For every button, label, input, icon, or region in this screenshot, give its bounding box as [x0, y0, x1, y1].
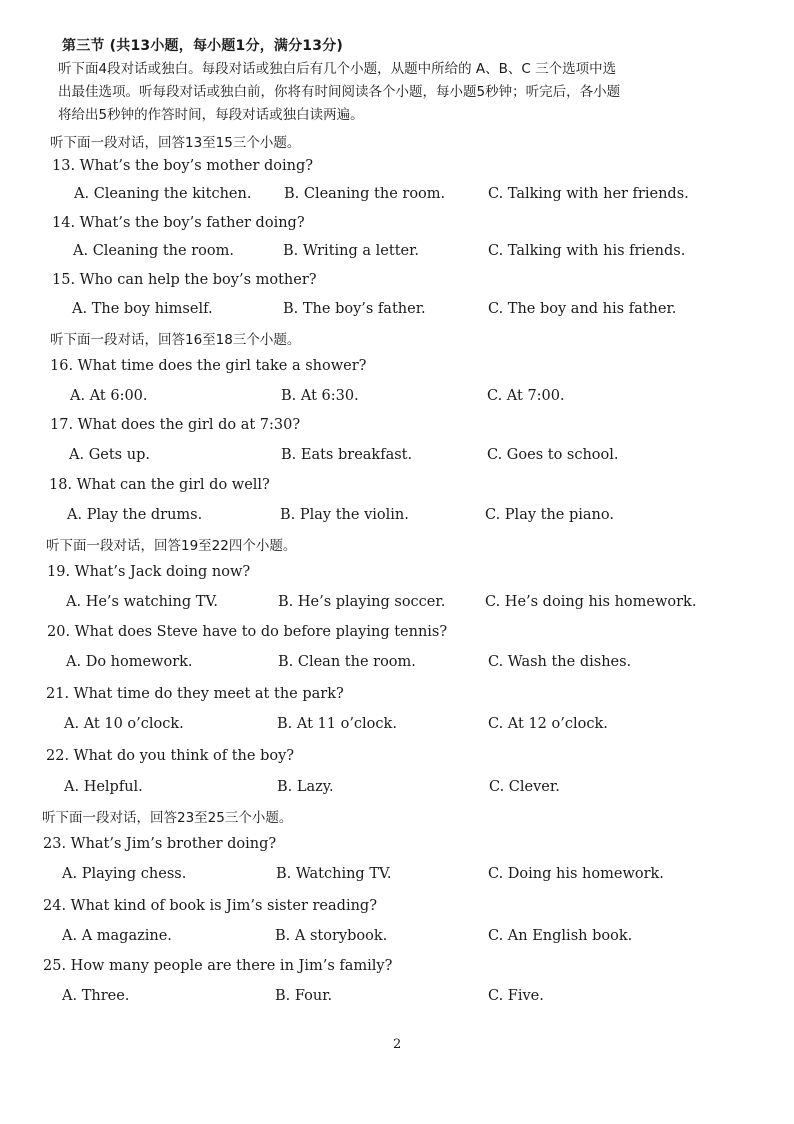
option-b: B. Eats breakfast. — [281, 447, 413, 463]
option-b: B. Clean the room. — [278, 654, 416, 670]
option-c: C. Five. — [488, 988, 544, 1004]
option-b: B. At 11 o’clock. — [277, 716, 397, 732]
option-c: C. Talking with his friends. — [488, 243, 686, 259]
option-c: C. Clever. — [489, 779, 560, 795]
question-text: 18. What can the girl do well? — [49, 477, 270, 493]
question-text: 24. What kind of book is Jim’s sister reading? — [43, 898, 377, 914]
option-b: B. Lazy. — [277, 779, 334, 795]
page-number: 2 — [393, 1037, 402, 1052]
question-text: 14. What’s the boy’s father doing? — [52, 215, 305, 231]
question-text: 20. What does Steve have to do before playing tennis? — [47, 624, 448, 640]
option-a: A. Playing chess. — [62, 866, 187, 882]
option-a: A. At 6:00. — [70, 388, 148, 404]
question-text: 22. What do you think of the boy? — [46, 748, 295, 764]
option-a: A. Three. — [62, 988, 130, 1004]
dialogue-intro: 听下面一段对话，回答16至18三个小题。 — [50, 332, 301, 348]
option-b: B. Watching TV. — [276, 866, 392, 882]
option-a: A. Helpful. — [64, 779, 143, 795]
instruction-line: 出最佳选项。听每段对话或独白前，你将有时间阅读各个小题，每小题5秒钟；听完后，各小题 — [58, 84, 621, 100]
dialogue-intro: 听下面一段对话，回答23至25三个小题。 — [42, 810, 293, 826]
option-a: A. The boy himself. — [72, 301, 213, 317]
question-text: 25. How many people are there in Jim’s family? — [43, 958, 393, 974]
option-c: C. Play the piano. — [485, 507, 614, 523]
question-text: 13. What’s the boy’s mother doing? — [52, 158, 314, 174]
question-text: 17. What does the girl do at 7:30? — [50, 417, 301, 433]
option-b: B. At 6:30. — [281, 388, 359, 404]
dialogue-intro: 听下面一段对话，回答19至22四个小题。 — [46, 538, 297, 554]
option-a: A. A magazine. — [62, 928, 172, 944]
option-c: C. The boy and his father. — [488, 301, 677, 317]
option-b: B. A storybook. — [275, 928, 388, 944]
instructions — [58, 58, 758, 127]
option-c: C. An English book. — [488, 928, 633, 944]
question-text: 23. What’s Jim’s brother doing? — [43, 836, 277, 852]
option-b: B. Four. — [275, 988, 333, 1004]
option-a: A. Do homework. — [66, 654, 193, 670]
option-c: C. At 7:00. — [487, 388, 565, 404]
option-b: B. Cleaning the room. — [284, 186, 446, 202]
dialogue-intro: 听下面一段对话，回答13至15三个小题。 — [50, 135, 301, 151]
option-c: C. Wash the dishes. — [488, 654, 632, 670]
option-a: A. At 10 o’clock. — [64, 716, 184, 732]
option-a: A. Play the drums. — [67, 507, 203, 523]
option-c: C. Talking with her friends. — [488, 186, 689, 202]
section-header: 第三节 (共13小题，每小题1分，满分13分) — [62, 38, 343, 54]
option-c: C. Doing his homework. — [488, 866, 664, 882]
option-b: B. The boy’s father. — [283, 301, 426, 317]
question-text: 21. What time do they meet at the park? — [46, 686, 344, 702]
option-a: A. Cleaning the room. — [73, 243, 234, 259]
option-a: A. He’s watching TV. — [66, 594, 219, 610]
option-b: B. Play the violin. — [280, 507, 409, 523]
question-text: 15. Who can help the boy’s mother? — [52, 272, 317, 288]
option-c: C. At 12 o’clock. — [488, 716, 608, 732]
question-text: 16. What time does the girl take a shower? — [50, 358, 367, 374]
instruction-line: 将给出5秒钟的作答时间，每段对话或独白读两遍。 — [58, 107, 364, 123]
option-a: A. Gets up. — [69, 447, 150, 463]
option-b: B. Writing a letter. — [283, 243, 420, 259]
option-b: B. He’s playing soccer. — [278, 594, 446, 610]
option-c: C. Goes to school. — [487, 447, 619, 463]
option-c: C. He’s doing his homework. — [485, 594, 697, 610]
question-text: 19. What’s Jack doing now? — [47, 564, 251, 580]
option-a: A. Cleaning the kitchen. — [74, 186, 252, 202]
instruction-line: 听下面4段对话或独白。每段对话或独白后有几个小题，从题中所给的 A、B、C 三个选项中选 — [58, 61, 617, 77]
